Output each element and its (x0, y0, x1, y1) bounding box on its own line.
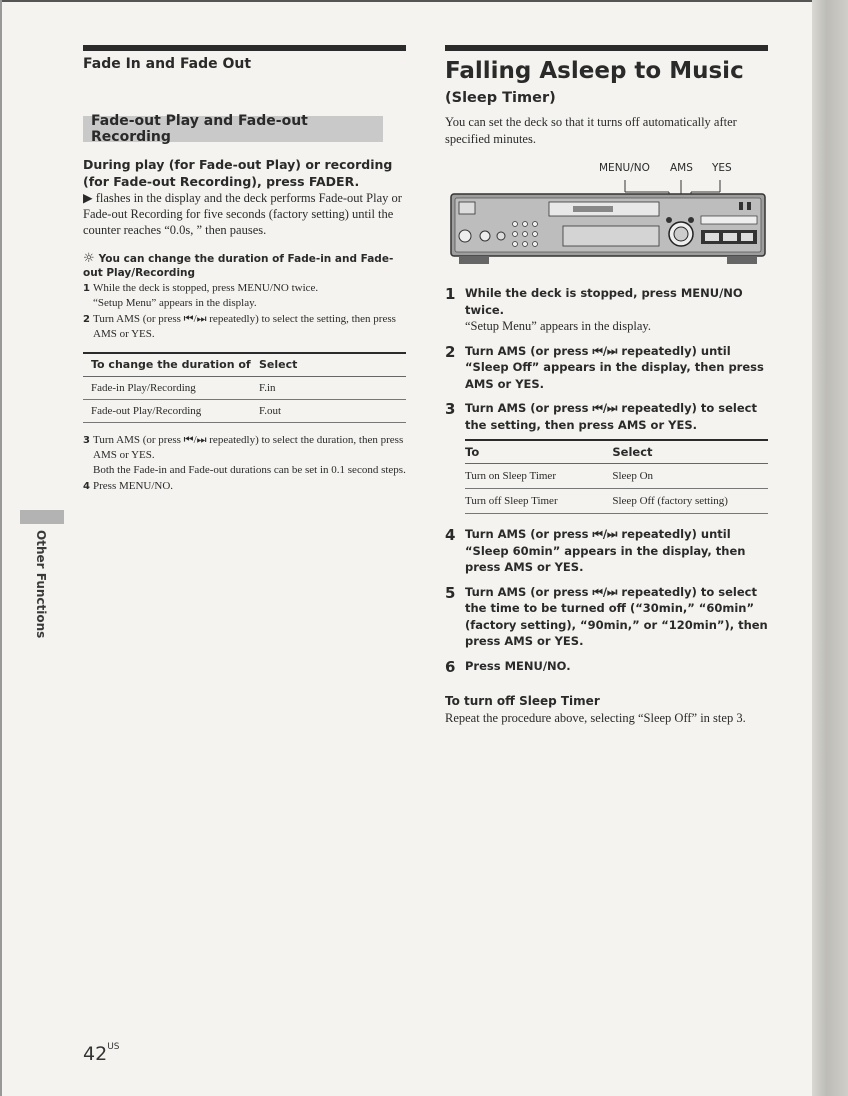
page-subtitle: (Sleep Timer) (445, 90, 556, 106)
fade-duration-table (83, 352, 406, 423)
step-note: Both the Fade-in and Fade-out durations can be set in 0.1 second steps. (93, 464, 406, 476)
chapter-tab (20, 510, 64, 524)
chapter-label: Other Functions (34, 530, 48, 639)
table-row (465, 489, 768, 514)
page-title: Falling Asleep to Music (445, 58, 744, 84)
tip-heading (83, 252, 406, 280)
section-title: Fade In and Fade Out (83, 56, 252, 72)
tip-steps (83, 281, 406, 342)
table-cell: Fade-out Play/Recording (83, 400, 251, 423)
intro-paragraph: You can set the deck so that it turns off automatically after specified minutes. (445, 115, 737, 146)
table-header-row (465, 440, 768, 464)
section-rule (445, 45, 768, 51)
step-text: Press MENU/NO. (93, 480, 174, 492)
step-text: Turn AMS (or press ⏮/⏭ repeatedly) until “Sleep 60min” appears in the display, then press AMS or YES. (465, 527, 746, 574)
table-header: Select (251, 353, 406, 377)
step-number: 3 (445, 400, 456, 418)
sleep-timer-table (465, 439, 768, 514)
step-text: Turn AMS (or press ⏮/⏭ repeatedly) to select the setting, then press AMS or YES. (93, 313, 396, 340)
table-header: To (465, 440, 604, 464)
body-paragraph: ▶ flashes in the display and the deck performs Fade-out Play or Fade-out Recording for five seconds (factory setting) until the counter reaches “0.0s, ” then pauses. (83, 191, 402, 237)
table-cell: Turn off Sleep Timer (465, 489, 604, 514)
tip-steps-continued (83, 433, 406, 494)
page-number (83, 1043, 120, 1065)
sleep-step-3 (445, 400, 768, 433)
page-binding-edge (812, 0, 848, 1096)
step-note: “Setup Menu” appears in the display. (465, 319, 651, 333)
table-cell: Turn on Sleep Timer (465, 464, 604, 489)
sleep-step-1 (445, 285, 768, 335)
tip-step-1 (83, 281, 406, 311)
step-text: While the deck is stopped, press MENU/NO twice. (93, 282, 319, 294)
sleep-step-2 (445, 343, 768, 393)
step-number: 3 (83, 435, 90, 446)
table-cell: F.out (251, 400, 406, 423)
subsection-band (83, 113, 383, 145)
table-header-row (83, 353, 406, 377)
step-number: 1 (445, 285, 456, 303)
page-number-suffix: US (107, 1042, 120, 1052)
sleep-step-6 (445, 658, 768, 676)
table-row (83, 377, 406, 400)
step-number: 5 (445, 583, 456, 602)
table-cell: Fade-in Play/Recording (83, 377, 251, 400)
step-text: While the deck is stopped, press MENU/NO twice. (465, 286, 743, 317)
sleep-step-4 (445, 526, 768, 576)
step-number: 2 (83, 314, 90, 325)
tip-step-4 (83, 479, 406, 494)
tip-step-3 (83, 433, 406, 478)
step-note: “Setup Menu” appears in the display. (93, 297, 257, 309)
step-number: 4 (83, 481, 90, 492)
step-number: 6 (445, 657, 456, 676)
turn-off-heading: To turn off Sleep Timer (445, 693, 600, 708)
right-column (445, 45, 768, 727)
step-number: 2 (445, 342, 456, 361)
table-header: Select (604, 440, 768, 464)
lightbulb-icon: ☼ (83, 251, 95, 266)
tip-step-2 (83, 312, 406, 342)
step-text: Turn AMS (or press ⏮/⏭ repeatedly) until “Sleep Off” appears in the display, then press AMS or YES. (465, 343, 764, 391)
step-text: Press MENU/NO. (465, 658, 571, 673)
turn-off-paragraph: Repeat the procedure above, selecting “Sleep Off” in step 3. (445, 710, 746, 725)
section-rule (83, 45, 406, 51)
table-row (465, 464, 768, 489)
yes-callout: YES (712, 162, 732, 174)
device-callouts (445, 162, 768, 178)
step-text: Turn AMS (or press ⏮/⏭ repeatedly) to select the time to be turned off (“30min,” “60min” (factory setting), “90min,” or “120min”), then press AMS or YES. (465, 584, 768, 648)
step-text: Turn AMS (or press ⏮/⏭ repeatedly) to select the setting, then press AMS or YES. (465, 401, 757, 432)
table-cell: Sleep Off (factory setting) (604, 489, 768, 514)
page-top-edge (0, 0, 812, 2)
table-cell: F.in (251, 377, 406, 400)
table-header: To change the duration of (83, 353, 251, 377)
step-number: 1 (83, 283, 90, 294)
page-number-value: 42 (83, 1043, 108, 1065)
left-column (83, 45, 406, 494)
ams-callout: AMS (670, 162, 693, 174)
table-cell: Sleep On (604, 464, 768, 489)
lead-instruction: During play (for Fade-out Play) or recording (for Fade-out Recording), press FADER. (83, 157, 393, 189)
table-row (83, 400, 406, 423)
step-number: 4 (445, 526, 456, 544)
subsection-title: Fade-out Play and Fade-out Recording (91, 113, 308, 145)
menu-no-callout: MENU/NO (599, 162, 650, 174)
md-deck-illustration (445, 178, 768, 270)
page-left-edge (0, 0, 2, 1096)
tip-heading-text: You can change the duration of Fade-in and Fade-out Play/Recording (83, 253, 394, 279)
sleep-step-5 (445, 584, 768, 650)
step-text: Turn AMS (or press ⏮/⏭ repeatedly) to select the duration, then press AMS or YES. (93, 434, 404, 461)
